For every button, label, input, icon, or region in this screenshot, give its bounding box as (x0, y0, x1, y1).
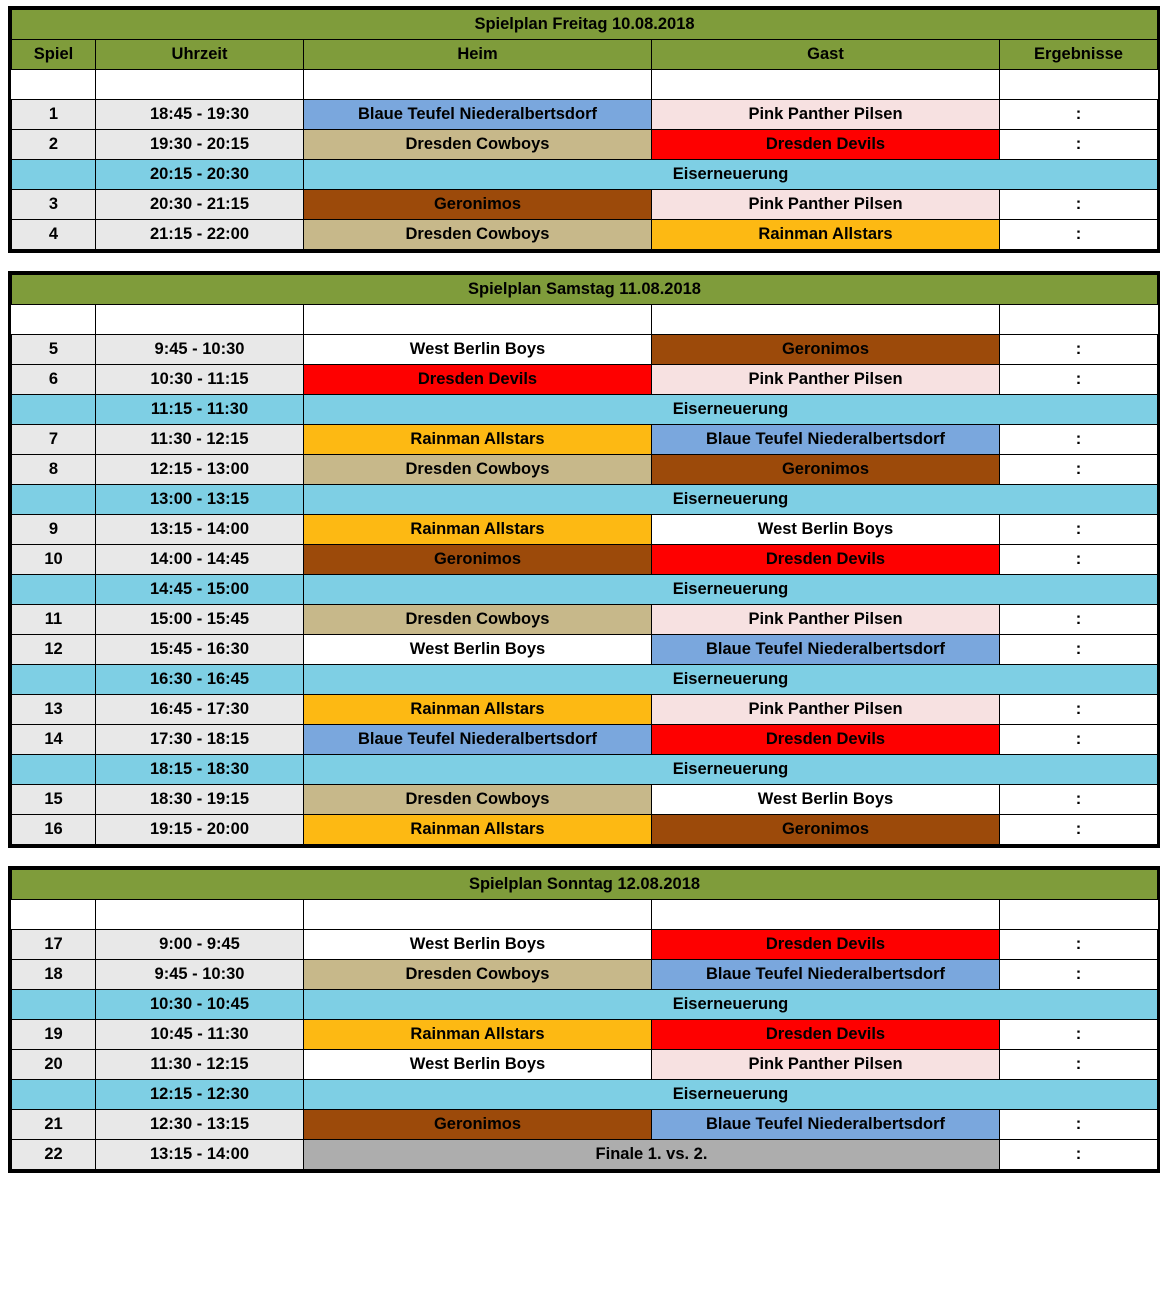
column-header-heim: Heim (304, 40, 652, 70)
match-time: 18:15 - 18:30 (96, 755, 304, 785)
match-time: 9:00 - 9:45 (96, 930, 304, 960)
match-number: 7 (12, 425, 96, 455)
match-row (12, 605, 1158, 635)
spacer-cell (652, 305, 1000, 335)
spacer-cell (652, 70, 1000, 100)
away-team: Rainman Allstars (652, 220, 1000, 250)
match-number: 9 (12, 515, 96, 545)
match-row (12, 725, 1158, 755)
match-row (12, 545, 1158, 575)
match-time: 16:30 - 16:45 (96, 665, 304, 695)
home-team: Rainman Allstars (304, 695, 652, 725)
match-time: 20:30 - 21:15 (96, 190, 304, 220)
home-team: Dresden Cowboys (304, 960, 652, 990)
match-row (12, 1110, 1158, 1140)
ice-resurfacing-row (12, 755, 1158, 785)
match-number: 19 (12, 1020, 96, 1050)
spacer-cell (96, 305, 304, 335)
away-team: Dresden Devils (652, 545, 1000, 575)
schedule-block (8, 866, 1160, 1173)
match-number: 17 (12, 930, 96, 960)
schedule-block (8, 271, 1160, 848)
match-time: 21:15 - 22:00 (96, 220, 304, 250)
match-result[interactable]: : (1000, 1020, 1158, 1050)
match-row (12, 930, 1158, 960)
away-team: Pink Panther Pilsen (652, 605, 1000, 635)
match-result[interactable]: : (1000, 100, 1158, 130)
away-team: Dresden Devils (652, 930, 1000, 960)
match-number: 4 (12, 220, 96, 250)
match-time: 17:30 - 18:15 (96, 725, 304, 755)
ice-resurfacing-label: Eiserneuerung (304, 665, 1158, 695)
match-time: 14:00 - 14:45 (96, 545, 304, 575)
match-number: 15 (12, 785, 96, 815)
ice-resurfacing-label: Eiserneuerung (304, 990, 1158, 1020)
match-result[interactable]: : (1000, 815, 1158, 845)
spacer-row (12, 305, 1158, 335)
schedule-title: Spielplan Sonntag 12.08.2018 (12, 870, 1158, 900)
match-result[interactable]: : (1000, 1050, 1158, 1080)
ice-resurfacing-row (12, 485, 1158, 515)
match-row (12, 335, 1158, 365)
away-team: Pink Panther Pilsen (652, 695, 1000, 725)
column-header-row (12, 40, 1158, 70)
match-result[interactable]: : (1000, 695, 1158, 725)
home-team: West Berlin Boys (304, 335, 652, 365)
away-team: Blaue Teufel Niederalbertsdorf (652, 1110, 1000, 1140)
home-team: Dresden Cowboys (304, 455, 652, 485)
home-team: West Berlin Boys (304, 930, 652, 960)
away-team: Pink Panther Pilsen (652, 1050, 1000, 1080)
column-header-spiel: Spiel (12, 40, 96, 70)
match-time: 10:45 - 11:30 (96, 1020, 304, 1050)
match-time: 11:15 - 11:30 (96, 395, 304, 425)
match-time: 15:00 - 15:45 (96, 605, 304, 635)
spacer-cell (304, 900, 652, 930)
home-team: Rainman Allstars (304, 815, 652, 845)
away-team: Blaue Teufel Niederalbertsdorf (652, 425, 1000, 455)
schedule-title: Spielplan Samstag 11.08.2018 (12, 275, 1158, 305)
schedule-table (11, 274, 1158, 845)
home-team: Dresden Cowboys (304, 785, 652, 815)
home-team: Dresden Devils (304, 365, 652, 395)
match-time: 18:30 - 19:15 (96, 785, 304, 815)
match-row (12, 960, 1158, 990)
spacer-cell (652, 900, 1000, 930)
match-time: 15:45 - 16:30 (96, 635, 304, 665)
spacer-cell (304, 70, 652, 100)
match-number (12, 755, 96, 785)
schedule-title: Spielplan Freitag 10.08.2018 (12, 10, 1158, 40)
match-result[interactable]: : (1000, 130, 1158, 160)
home-team: Dresden Cowboys (304, 130, 652, 160)
match-result[interactable]: : (1000, 960, 1158, 990)
spacer-cell (12, 70, 96, 100)
match-number: 13 (12, 695, 96, 725)
match-number: 8 (12, 455, 96, 485)
schedule-list (8, 6, 1160, 1173)
match-time: 11:30 - 12:15 (96, 1050, 304, 1080)
home-team: Geronimos (304, 545, 652, 575)
away-team: Blaue Teufel Niederalbertsdorf (652, 960, 1000, 990)
away-team: Blaue Teufel Niederalbertsdorf (652, 635, 1000, 665)
ice-resurfacing-label: Eiserneuerung (304, 395, 1158, 425)
match-row (12, 455, 1158, 485)
spacer-cell (96, 900, 304, 930)
match-number (12, 665, 96, 695)
match-result[interactable]: : (1000, 335, 1158, 365)
match-number (12, 395, 96, 425)
home-team: Rainman Allstars (304, 1020, 652, 1050)
column-header-uhrzeit: Uhrzeit (96, 40, 304, 70)
ice-resurfacing-row (12, 990, 1158, 1020)
schedule-title-row (12, 275, 1158, 305)
match-time: 13:00 - 13:15 (96, 485, 304, 515)
away-team: West Berlin Boys (652, 515, 1000, 545)
match-number: 12 (12, 635, 96, 665)
match-result[interactable]: : (1000, 425, 1158, 455)
ice-resurfacing-label: Eiserneuerung (304, 160, 1158, 190)
match-time: 9:45 - 10:30 (96, 335, 304, 365)
final-match-label: Finale 1. vs. 2. (304, 1140, 1000, 1170)
home-team: Dresden Cowboys (304, 605, 652, 635)
spacer-cell (1000, 900, 1158, 930)
spacer-cell (304, 305, 652, 335)
match-number: 2 (12, 130, 96, 160)
ice-resurfacing-label: Eiserneuerung (304, 575, 1158, 605)
away-team: Pink Panther Pilsen (652, 100, 1000, 130)
match-number: 10 (12, 545, 96, 575)
match-number (12, 485, 96, 515)
match-time: 13:15 - 14:00 (96, 1140, 304, 1170)
match-row (12, 695, 1158, 725)
match-number: 16 (12, 815, 96, 845)
match-number (12, 575, 96, 605)
away-team: Dresden Devils (652, 725, 1000, 755)
schedule-table (11, 869, 1158, 1170)
match-row (12, 190, 1158, 220)
spacer-cell (12, 305, 96, 335)
away-team: Geronimos (652, 815, 1000, 845)
match-result[interactable]: : (1000, 190, 1158, 220)
match-result[interactable]: : (1000, 1110, 1158, 1140)
away-team: West Berlin Boys (652, 785, 1000, 815)
match-number: 18 (12, 960, 96, 990)
ice-resurfacing-row (12, 395, 1158, 425)
match-time: 13:15 - 14:00 (96, 515, 304, 545)
home-team: Geronimos (304, 190, 652, 220)
match-result[interactable]: : (1000, 785, 1158, 815)
schedule-title-row (12, 10, 1158, 40)
match-result[interactable]: : (1000, 930, 1158, 960)
home-team: Dresden Cowboys (304, 220, 652, 250)
home-team: Blaue Teufel Niederalbertsdorf (304, 100, 652, 130)
match-time: 14:45 - 15:00 (96, 575, 304, 605)
spacer-row (12, 70, 1158, 100)
match-number: 3 (12, 190, 96, 220)
spacer-cell (96, 70, 304, 100)
match-time: 12:15 - 13:00 (96, 455, 304, 485)
match-time: 12:15 - 12:30 (96, 1080, 304, 1110)
match-row (12, 220, 1158, 250)
home-team: Rainman Allstars (304, 515, 652, 545)
home-team: Blaue Teufel Niederalbertsdorf (304, 725, 652, 755)
ice-resurfacing-label: Eiserneuerung (304, 755, 1158, 785)
ice-resurfacing-row (12, 575, 1158, 605)
home-team: West Berlin Boys (304, 1050, 652, 1080)
match-time: 20:15 - 20:30 (96, 160, 304, 190)
match-row (12, 130, 1158, 160)
match-row (12, 815, 1158, 845)
match-row (12, 365, 1158, 395)
match-number (12, 1080, 96, 1110)
match-row (12, 425, 1158, 455)
match-row (12, 1050, 1158, 1080)
match-number (12, 160, 96, 190)
match-time: 19:15 - 20:00 (96, 815, 304, 845)
match-number: 14 (12, 725, 96, 755)
match-result[interactable]: : (1000, 220, 1158, 250)
spacer-cell (12, 900, 96, 930)
match-result[interactable]: : (1000, 605, 1158, 635)
spacer-row (12, 900, 1158, 930)
match-number: 21 (12, 1110, 96, 1140)
match-number: 22 (12, 1140, 96, 1170)
away-team: Dresden Devils (652, 130, 1000, 160)
match-time: 12:30 - 13:15 (96, 1110, 304, 1140)
away-team: Pink Panther Pilsen (652, 365, 1000, 395)
match-time: 9:45 - 10:30 (96, 960, 304, 990)
match-result[interactable]: : (1000, 515, 1158, 545)
ice-resurfacing-row (12, 665, 1158, 695)
match-result[interactable]: : (1000, 455, 1158, 485)
match-row (12, 1020, 1158, 1050)
match-number (12, 990, 96, 1020)
match-number: 1 (12, 100, 96, 130)
match-result[interactable]: : (1000, 725, 1158, 755)
match-time: 16:45 - 17:30 (96, 695, 304, 725)
home-team: Geronimos (304, 1110, 652, 1140)
ice-resurfacing-row (12, 1080, 1158, 1110)
home-team: West Berlin Boys (304, 635, 652, 665)
away-team: Pink Panther Pilsen (652, 190, 1000, 220)
match-row (12, 635, 1158, 665)
away-team: Geronimos (652, 335, 1000, 365)
spacer-cell (1000, 70, 1158, 100)
spacer-cell (1000, 305, 1158, 335)
match-result[interactable]: : (1000, 545, 1158, 575)
column-header-gast: Gast (652, 40, 1000, 70)
match-time: 19:30 - 20:15 (96, 130, 304, 160)
column-header-ergebnisse: Ergebnisse (1000, 40, 1158, 70)
schedule-title-row (12, 870, 1158, 900)
match-time: 10:30 - 10:45 (96, 990, 304, 1020)
home-team: Rainman Allstars (304, 425, 652, 455)
match-row (12, 515, 1158, 545)
ice-resurfacing-row (12, 160, 1158, 190)
match-time: 11:30 - 12:15 (96, 425, 304, 455)
match-time: 18:45 - 19:30 (96, 100, 304, 130)
away-team: Geronimos (652, 455, 1000, 485)
ice-resurfacing-label: Eiserneuerung (304, 1080, 1158, 1110)
match-number: 11 (12, 605, 96, 635)
schedule-block (8, 6, 1160, 253)
match-result[interactable]: : (1000, 635, 1158, 665)
match-number: 5 (12, 335, 96, 365)
match-time: 10:30 - 11:15 (96, 365, 304, 395)
match-number: 20 (12, 1050, 96, 1080)
ice-resurfacing-label: Eiserneuerung (304, 485, 1158, 515)
final-match-row (12, 1140, 1158, 1170)
match-number: 6 (12, 365, 96, 395)
match-row (12, 785, 1158, 815)
match-row (12, 100, 1158, 130)
away-team: Dresden Devils (652, 1020, 1000, 1050)
match-result[interactable]: : (1000, 365, 1158, 395)
schedule-table (11, 9, 1158, 250)
match-result[interactable]: : (1000, 1140, 1158, 1170)
